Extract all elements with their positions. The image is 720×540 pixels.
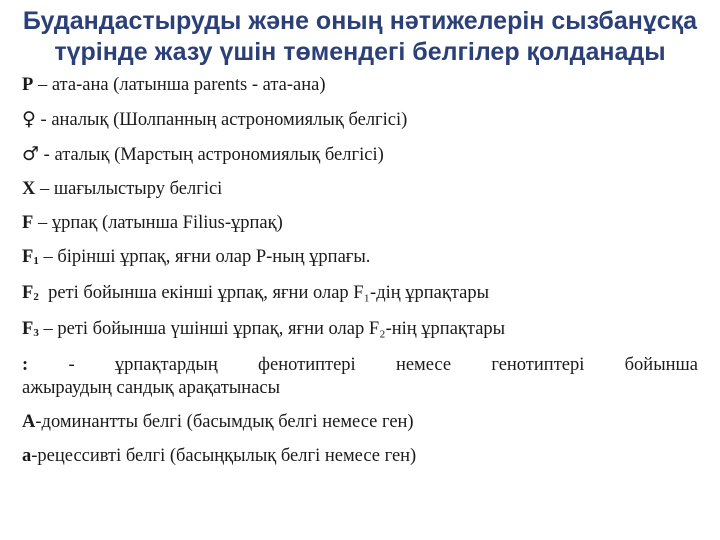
symbol-letter: F xyxy=(22,319,34,339)
male-symbol-icon: ♂ xyxy=(22,143,40,165)
symbol-subscript: 3 xyxy=(33,327,39,339)
legend-item-cross xyxy=(22,178,698,201)
symbol-x: Х xyxy=(22,179,36,199)
symbol-colon: : xyxy=(22,355,29,375)
female-symbol-icon: ♀ xyxy=(22,108,36,130)
symbol-a-upper: А xyxy=(22,412,36,432)
symbol-letter: F xyxy=(22,283,34,303)
symbol-a-lower: а xyxy=(22,446,32,466)
legend-item-recessive xyxy=(22,445,698,468)
slide-title xyxy=(0,6,720,68)
legend-item-f3 xyxy=(22,318,698,343)
symbol-p: Р xyxy=(22,75,34,95)
legend-item-ratio xyxy=(22,354,698,400)
legend-text: -доминантты белгі (басымдық белгі немесе ген) xyxy=(35,412,414,432)
symbol-letter: F xyxy=(22,247,34,267)
legend-text: - аталық (Марстың астрономиялық белгісі) xyxy=(39,145,384,165)
slide-title-line-2: түрінде жазу үшін төмендегі белгілер қолданады xyxy=(54,38,666,66)
symbol-subscript: 2 xyxy=(33,291,39,303)
symbol-f1 xyxy=(22,247,39,267)
legend-text: – шағылыстыру белгісі xyxy=(35,179,223,199)
legend-item-dominant xyxy=(22,411,698,434)
ratio-line-2: ажыраудың сандық арақатынасы xyxy=(22,378,281,398)
legend-text: - аналық (Шолпанның астрономиялық белгісі) xyxy=(35,110,408,130)
legend-text: – ұрпақ (латынша Filius-ұрпақ) xyxy=(33,213,283,233)
legend-item-parents xyxy=(22,74,698,97)
legend-text: - ұрпақтардың фенотиптері немесе генотиптері бойынша xyxy=(28,355,698,375)
symbol-f: F xyxy=(22,213,34,233)
legend-item-offspring xyxy=(22,212,698,235)
symbol-f2 xyxy=(22,283,39,303)
legend-item-female xyxy=(22,108,698,132)
legend-item-f2 xyxy=(22,282,698,307)
slide-title-line-1: Будандастыруды және оның нәтижелерін сызбанұсқа xyxy=(22,7,698,35)
legend-item-male xyxy=(22,143,698,167)
legend-text: -рецессивті белгі (басыңқылық белгі немесе ген) xyxy=(31,446,417,466)
legend-text: – реті бойынша үшінші ұрпақ, яғни олар F₂-нің ұрпақтары xyxy=(38,319,506,339)
legend-text: – бірінші ұрпақ, яғни олар Р-ның ұрпағы. xyxy=(38,247,371,267)
legend-text: – ата-ана (латынша parents - ата-ана) xyxy=(33,75,326,95)
symbol-f3 xyxy=(22,319,39,339)
legend-list xyxy=(22,74,698,479)
legend-text: реті бойынша екінші ұрпақ, яғни олар F₁-дің ұрпақтары xyxy=(38,283,490,303)
symbol-subscript: 1 xyxy=(33,255,39,267)
legend-item-f1 xyxy=(22,246,698,271)
ratio-line-1 xyxy=(22,354,698,377)
